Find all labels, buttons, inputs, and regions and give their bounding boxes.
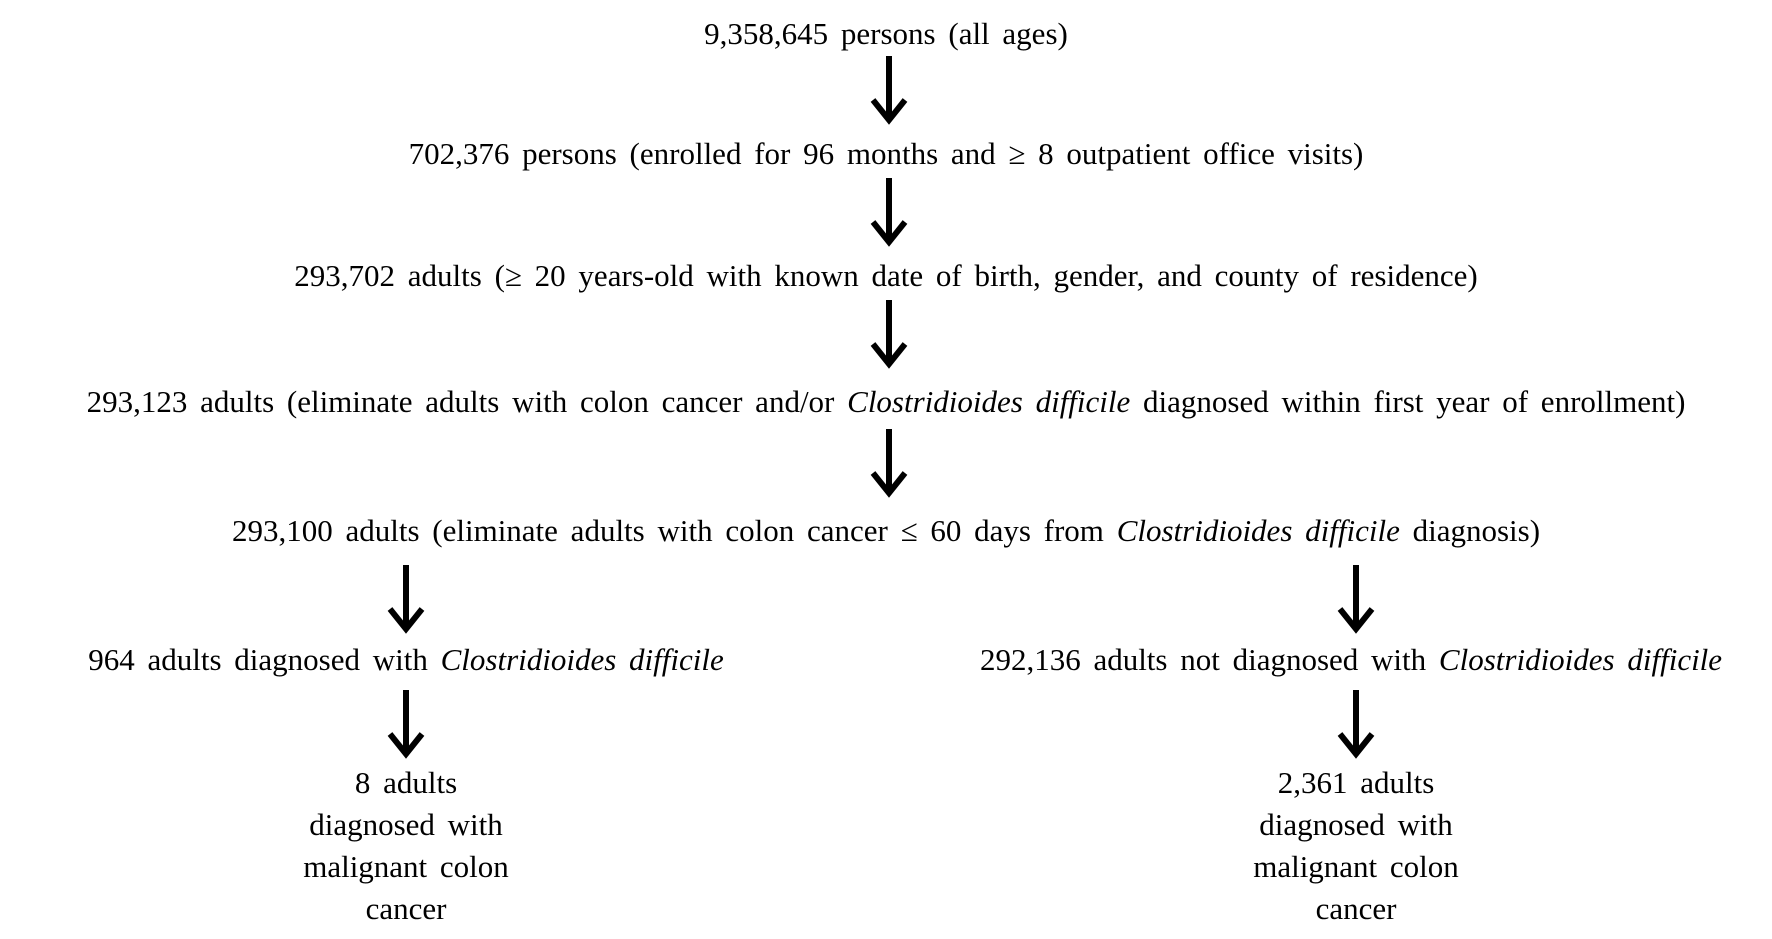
branch-left-cdiff-italic: Clostridioides difficile bbox=[440, 642, 724, 677]
step-eliminate-first-year-before: 293,123 adults (eliminate adults with colon cancer and/or bbox=[86, 384, 848, 419]
branch-right-no-cdiff-before: 292,136 adults not diagnosed with bbox=[979, 642, 1439, 677]
outcome-left-line: diagnosed with bbox=[309, 807, 503, 842]
outcome-right-line: diagnosed with bbox=[1259, 807, 1453, 842]
down-arrow-icon bbox=[1336, 690, 1376, 760]
branch-left-cdiff bbox=[6, 642, 806, 678]
outcome-left-line: malignant colon bbox=[303, 849, 509, 884]
down-arrow-icon bbox=[869, 56, 909, 126]
outcome-right-colon-cancer bbox=[1206, 762, 1506, 930]
step-eliminate-first-year-italic: Clostridioides difficile bbox=[847, 384, 1131, 419]
outcome-right-line: 2,361 adults bbox=[1277, 765, 1435, 800]
down-arrow-icon bbox=[869, 429, 909, 499]
down-arrow-icon bbox=[869, 178, 909, 248]
step-eliminate-first-year bbox=[0, 384, 1772, 420]
step-enrolled-persons-text: 702,376 persons (enrolled for 96 months and ≥ 8 outpatient office visits) bbox=[408, 136, 1364, 171]
branch-right-no-cdiff-italic: Clostridioides difficile bbox=[1438, 642, 1723, 677]
down-arrow-icon bbox=[386, 690, 426, 760]
down-arrow-icon bbox=[386, 565, 426, 635]
step-total-persons bbox=[0, 16, 1772, 52]
branch-left-cdiff-before: 964 adults diagnosed with bbox=[88, 642, 441, 677]
down-arrow-icon bbox=[1336, 565, 1376, 635]
step-adults-known-data bbox=[0, 258, 1772, 294]
step-eliminate-60-days-after: diagnosis) bbox=[1399, 513, 1541, 548]
step-eliminate-60-days-italic: Clostridioides difficile bbox=[1116, 513, 1400, 548]
step-enrolled-persons bbox=[0, 136, 1772, 172]
step-eliminate-60-days-before: 293,100 adults (eliminate adults with colon cancer ≤ 60 days from bbox=[231, 513, 1117, 548]
outcome-left-line: cancer bbox=[365, 891, 447, 926]
step-eliminate-60-days bbox=[0, 513, 1772, 549]
step-adults-known-data-text: 293,702 adults (≥ 20 years-old with known date of birth, gender, and county of residence) bbox=[294, 258, 1478, 293]
step-total-persons-text: 9,358,645 persons (all ages) bbox=[704, 16, 1068, 51]
outcome-left-colon-cancer bbox=[256, 762, 556, 930]
step-eliminate-first-year-after: diagnosed within first year of enrollment) bbox=[1130, 384, 1686, 419]
outcome-right-line: cancer bbox=[1315, 891, 1397, 926]
outcome-right-line: malignant colon bbox=[1253, 849, 1459, 884]
branch-right-no-cdiff bbox=[937, 642, 1765, 678]
outcome-left-line: 8 adults bbox=[354, 765, 458, 800]
down-arrow-icon bbox=[869, 300, 909, 370]
